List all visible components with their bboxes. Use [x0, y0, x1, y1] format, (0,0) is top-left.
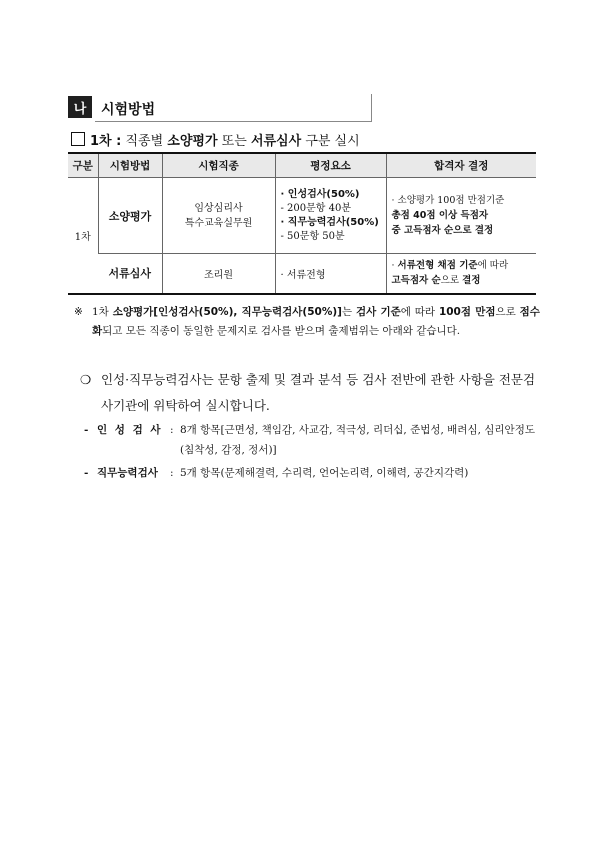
- decision-cell: [386, 254, 536, 294]
- elements-cell: · 서류전형: [275, 254, 386, 294]
- element-item: · 인성검사(50%): [280, 188, 360, 200]
- section-heading: [68, 96, 372, 120]
- table-header: 시험방법: [98, 153, 162, 178]
- dash-marker: -: [84, 424, 89, 436]
- decision-text: 에 따라: [477, 260, 509, 272]
- list-item-personality-test: [84, 420, 540, 460]
- method-cell: 소양평가: [98, 178, 162, 254]
- item-label: 인 성 검 사: [97, 424, 163, 436]
- reference-note: [74, 303, 540, 341]
- list-item-aptitude-test: [84, 463, 540, 483]
- item-separator: :: [170, 467, 174, 479]
- item-separator: :: [170, 424, 174, 436]
- item-label: 직무능력검사: [97, 467, 158, 479]
- decision-bold: 결정: [462, 275, 481, 287]
- jobs-cell: 조리원: [162, 254, 275, 294]
- subheading-bold: 소양평가: [167, 134, 218, 149]
- bullet-text: 인성·직무능력검사는 문항 출제 및 결과 분석 등 검사 전반에 관한 사항을 전문검사기관에 위탁하여 실시합니다.: [101, 372, 536, 413]
- section-underline: [95, 121, 372, 122]
- decision-bold: 고득점자 순: [391, 275, 441, 287]
- round-cell: 1차: [68, 178, 98, 294]
- note-text: 되고 모든 직종이 동일한 문제지로 검사를 받으며 출제범위는 아래와 같습니다.: [102, 325, 461, 337]
- table-header: 평정요소: [275, 153, 386, 178]
- subheading-text: 구분 실시: [305, 134, 360, 149]
- subheading-bold: 서류심사: [250, 134, 302, 149]
- table-header: 구분: [68, 153, 98, 178]
- outsourcing-paragraph: [80, 367, 540, 419]
- exam-method-table: [68, 152, 536, 295]
- section-title: 시험방법: [101, 102, 156, 118]
- item-text: 8개 항목[근면성, 책임감, 사교감, 적극성, 리더십, 준법성, 배려심, 심리안정도(침착성, 감정, 정서)]: [180, 424, 535, 456]
- note-bold: 100점 만점: [438, 306, 496, 318]
- subheading-text: 직종별: [125, 134, 164, 149]
- subheading-text: 또는: [221, 134, 247, 149]
- element-detail: - 200문항 40분: [280, 202, 352, 214]
- item-text: 5개 항목(문제해결력, 수리력, 언어논리력, 이해력, 공간지각력): [180, 467, 469, 479]
- note-body: [74, 303, 540, 341]
- subheading: [71, 130, 360, 149]
- decision-line: 총점 40점 이상 득점자: [391, 210, 489, 221]
- decision-bold: 서류전형 채점 기준: [397, 260, 478, 272]
- decision-line: 중 고득점자 순으로 결정: [391, 225, 494, 236]
- table-header: 합격자 결정: [386, 153, 536, 178]
- note-bold: 점수화: [92, 306, 540, 337]
- elements-cell: [275, 178, 386, 254]
- note-text: 는: [341, 306, 353, 318]
- note-text: 으로: [495, 306, 516, 318]
- section-right-rule: [371, 94, 372, 122]
- subheading-round: 1차 :: [90, 134, 122, 149]
- note-bold: 소양평가[인성검사(50%), 직무능력검사(50%)]: [112, 306, 342, 318]
- dash-marker: -: [84, 467, 89, 479]
- element-item: · 직무능력검사(50%): [280, 216, 379, 228]
- table-header: 시험직종: [162, 153, 275, 178]
- note-text: 1차: [92, 306, 109, 318]
- job-name: 임상심리사: [194, 202, 243, 214]
- note-text: 에 따라: [400, 306, 436, 318]
- note-bold: 검사 기준: [355, 306, 401, 318]
- decision-line: [392, 273, 534, 288]
- decision-text: 으로: [440, 275, 460, 287]
- circle-bullet-icon: ❍: [80, 372, 92, 387]
- decision-cell: [386, 178, 536, 254]
- job-name: 특수교육실무원: [184, 217, 253, 229]
- element-detail: - 50문항 50분: [280, 230, 345, 242]
- decision-line: · 소양평가 100점 만점기준: [391, 195, 505, 206]
- method-cell: 서류심사: [98, 254, 162, 294]
- section-badge: 나: [68, 96, 92, 118]
- decision-line: · 서류전형 채점 기준에 따라: [391, 260, 509, 272]
- jobs-cell: [162, 178, 275, 254]
- note-mark: ※: [74, 306, 83, 318]
- checkbox-icon: [71, 132, 85, 146]
